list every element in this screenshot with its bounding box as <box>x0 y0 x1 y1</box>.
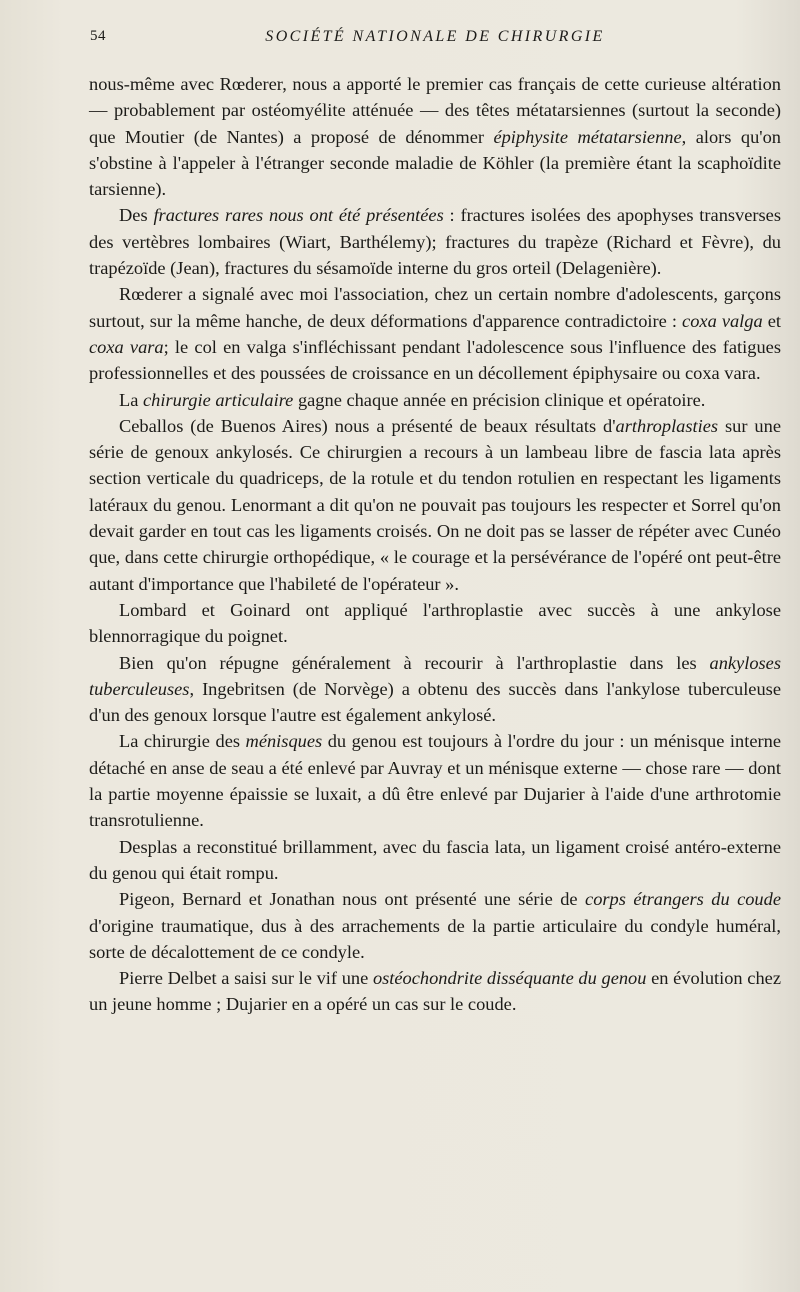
text-run: gagne chaque année en précision clinique et opératoire. <box>293 389 706 410</box>
text-run: , Ingebritsen (de Norvège) a obtenu des succès dans l'ankylose tuberculeuse d'un des genoux lorsque l'autre est également ankylosé. <box>89 678 781 726</box>
text-run: Pigeon, Bernard et Jonathan nous ont présenté une série de <box>119 889 586 910</box>
text-run: Bien qu'on répugne généralement à recourir à l'arthroplastie dans les <box>119 652 710 673</box>
italic-text: chirurgie articulaire <box>143 389 294 410</box>
paragraph <box>89 387 781 413</box>
text-run: en évolution chez un jeune homme ; Dujarier en a opéré un cas sur le coude. <box>89 968 781 1015</box>
text-run: Pierre Delbet a saisi sur le vif une <box>119 968 373 989</box>
text-run: du genou est toujours à l'ordre du jour : un ménisque interne détaché en anse de seau a été enlevé par Auvray et un ménisque externe — chose rare — dont la partie moyenne épaissie se luxait, a dû être enlevé par Dujarier à l'aide d'une arthrotomie transrotulienne. <box>89 731 781 831</box>
paragraph <box>89 202 781 281</box>
paragraph <box>89 834 781 887</box>
paragraph <box>89 71 781 202</box>
page-header <box>90 28 780 50</box>
italic-text: arthroplasties <box>615 415 719 436</box>
text-run: ; le col en valga s'infléchissant pendant l'adolescence sous l'influence des fatigues professionnelles et des poussées de croissance en un décollement épiphysaire ou coxa vara. <box>89 336 781 384</box>
italic-text: coxa vara <box>89 336 164 357</box>
text-run: Des <box>119 205 154 226</box>
italic-text: ménisques <box>245 731 323 752</box>
text-run: La chirurgie des <box>119 731 246 752</box>
italic-text: fractures rares nous ont été présentées <box>153 205 444 226</box>
text-run: sur une série de genoux ankylosés. Ce chirurgien a recours à un lambeau libre de fascia lata après section verticale du quadriceps, de la rotule et du tendon rotulien en respectant les ligaments latéraux du genou. Lenormant a dit qu'on ne pouvait pas toujours les respecter et Sorrel qu'on devait garder en tout cas les ligaments croisés. On ne doit pas se lasser de répéter avec Cunéo que, dans cette chirurgie orthopédique, « le courage et la persévérance de l'opéré ont peut-être autant d'importance que l'habileté de l'opérateur ». <box>89 415 781 594</box>
text-run: : fractures isolées des apophyses transverses des vertèbres lombaires (Wiart, Barthélemy); fractures du trapèze (Richard et Fèvre), du trapézoïde (Jean), fractures du sésamoïde interne du gros orteil (Delagenière). <box>89 205 782 279</box>
italic-text: corps étrangers du coude <box>585 889 781 910</box>
paragraph <box>89 650 781 729</box>
italic-text: ankyloses tuberculeuses <box>89 652 781 699</box>
paragraph <box>89 728 781 833</box>
italic-text: coxa valga <box>682 310 763 331</box>
paragraph <box>89 886 781 965</box>
body-text <box>89 71 781 1018</box>
text-run: Lombard et Goinard ont appliqué l'arthroplastie avec succès à une ankylose blennorragique du poignet. <box>89 599 781 647</box>
running-title: SOCIÉTÉ NATIONALE DE CHIRURGIE <box>265 28 605 45</box>
text-run: d'origine traumatique, dus à des arrachements de la partie articulaire du condyle huméral, sorte de décalottement de ce condyle. <box>89 915 781 962</box>
page-number: 54 <box>90 28 106 44</box>
text-run: et <box>762 310 782 331</box>
text-run: Desplas a reconstitué brillamment, avec du fascia lata, un ligament croisé antéro-externe du genou qui était rompu. <box>89 836 781 883</box>
text-run: nous-même avec Rœderer, nous a apporté le premier cas français de cette curieuse altération — probablement par ostéomyélite atténuée — des têtes métatarsiennes (surtout la seconde) que Moutier (de Nantes) a proposé de dénommer <box>89 74 781 147</box>
paragraph <box>89 965 781 1018</box>
italic-text: ostéochondrite disséquante du genou <box>372 968 647 989</box>
text-run: Ceballos (de Buenos Aires) nous a présenté de beaux résultats d' <box>119 415 616 436</box>
paragraph <box>89 597 781 650</box>
paragraph <box>89 281 781 386</box>
text-run: Rœderer a signalé avec moi l'association, chez un certain nombre d'adolescents, garçons surtout, sur la même hanche, de deux déformations d'apparence contradictoire : <box>89 284 781 331</box>
paragraph <box>89 413 781 597</box>
text-run: , alors qu'on s'obstine à l'appeler à l'étranger seconde maladie de Köhler (la première étant la scaphoïdite tarsienne). <box>89 126 781 200</box>
italic-text: épiphysite métatarsienne <box>493 126 682 147</box>
text-run: La <box>119 389 143 410</box>
